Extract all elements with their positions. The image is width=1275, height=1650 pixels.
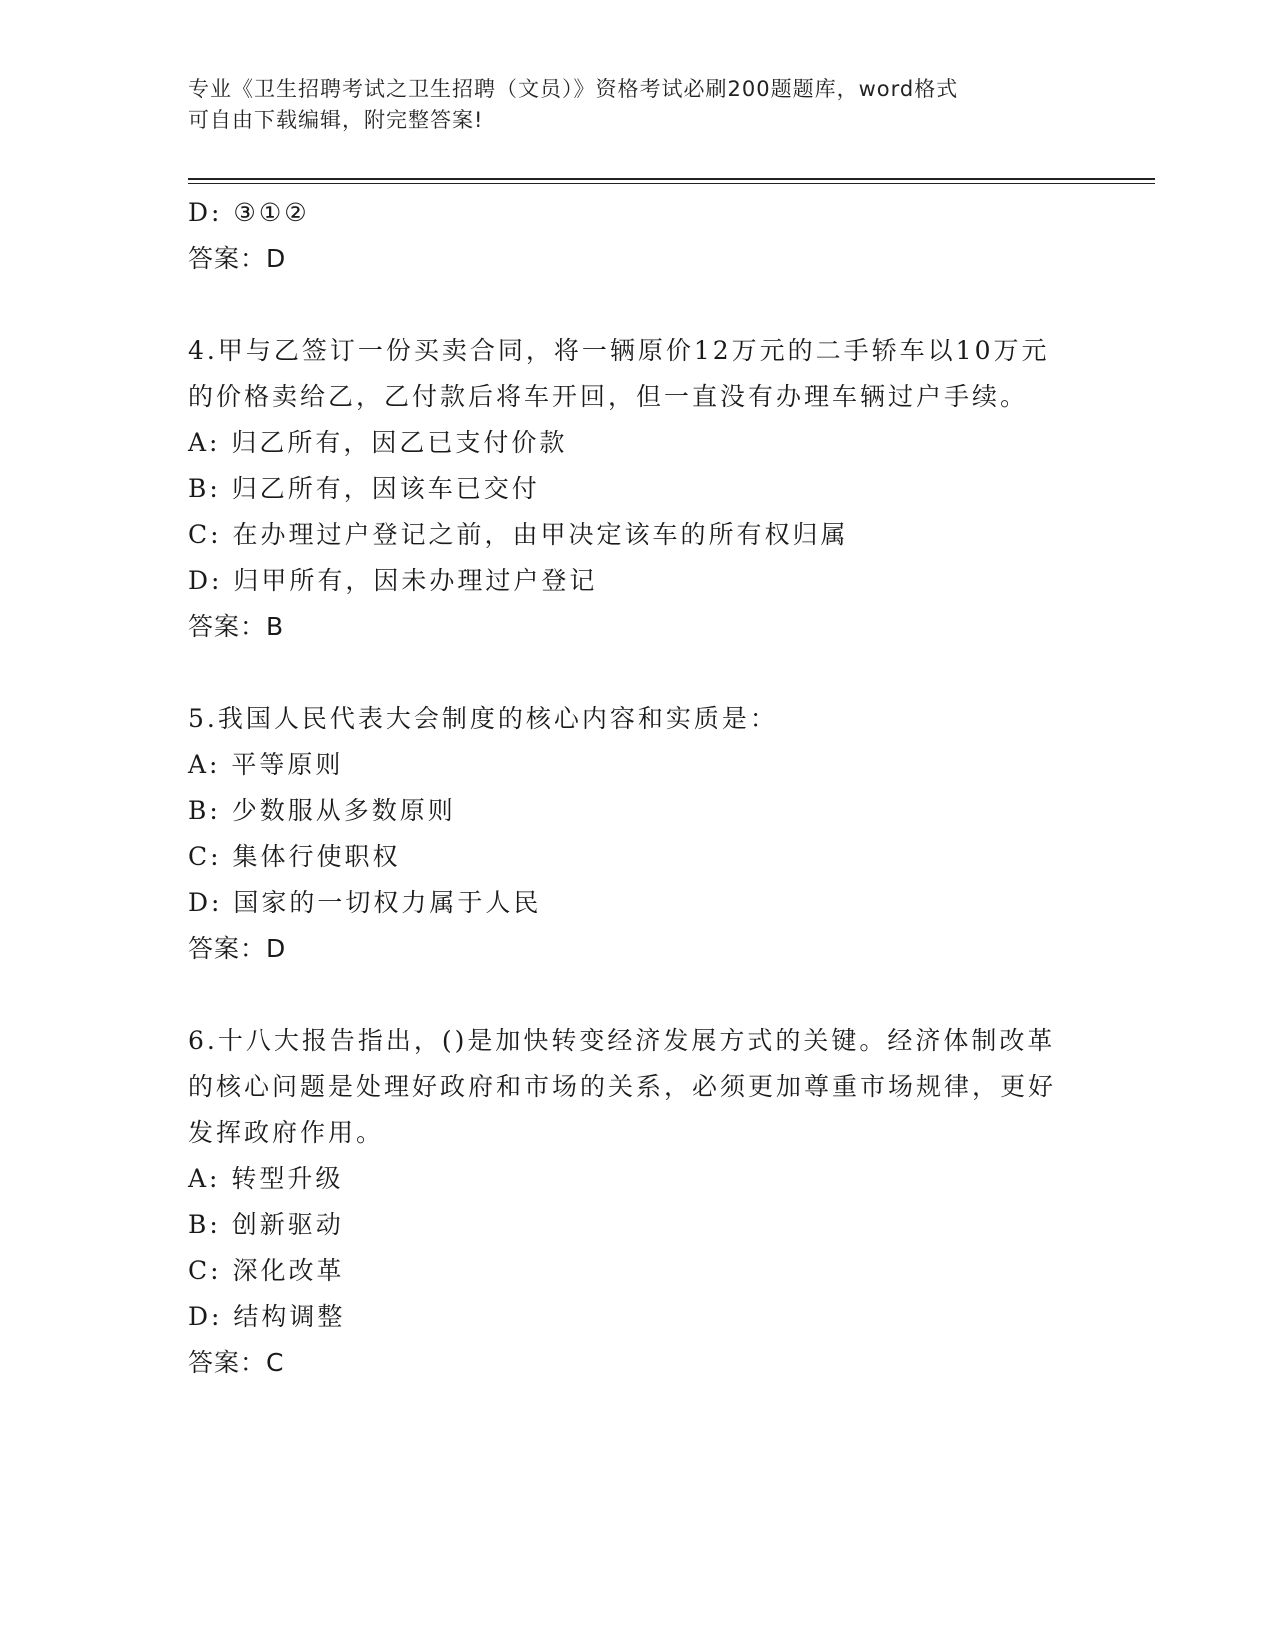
option-b: B: 归乙所有，因该车已交付 (188, 474, 540, 503)
option-a: A: 平等原则 (188, 750, 344, 779)
header-line-1: 专业《卫生招聘考试之卫生招聘（文员）》资格考试必刷200题题库，word格式 (188, 77, 959, 101)
option-d: D: 国家的一切权力属于人民 (188, 888, 542, 917)
option-c: C: 在办理过户登记之前，由甲决定该车的所有权归属 (188, 520, 849, 549)
option-c: C: 集体行使职权 (188, 842, 401, 871)
answer-line: 答案：D (188, 244, 287, 273)
header-line-2: 可自由下载编辑，附完整答案! (188, 108, 484, 132)
option-d: D: 归甲所有，因未办理过户登记 (188, 566, 598, 595)
header-rule-thick (188, 178, 1155, 180)
option-c: C: 深化改革 (188, 1256, 345, 1285)
answer-line: 答案：D (188, 934, 287, 963)
option-d: D: ③①② (188, 198, 310, 227)
option-b: B: 创新驱动 (188, 1210, 344, 1239)
question-block (188, 328, 1068, 650)
document-header (188, 74, 1068, 136)
question-block (188, 696, 1068, 972)
answer-line: 答案：C (188, 1348, 285, 1377)
question-block (188, 1018, 1068, 1386)
header-rule-thin (188, 183, 1155, 184)
option-a: A: 归乙所有，因乙已支付价款 (188, 428, 568, 457)
carryover-question (188, 190, 1068, 282)
option-a: A: 转型升级 (188, 1164, 344, 1193)
question-content (188, 190, 1068, 1386)
question-stem: 5.我国人民代表大会制度的核心内容和实质是： (188, 704, 778, 733)
option-d: D: 结构调整 (188, 1302, 346, 1331)
question-stem: 6.十八大报告指出，()是加快转变经济发展方式的关键。经济体制改革的核心问题是处理好政府和市场的关系，必须更加尊重市场规律，更好发挥政府作用。 (188, 1026, 1057, 1147)
option-b: B: 少数服从多数原则 (188, 796, 456, 825)
question-stem: 4.甲与乙签订一份买卖合同，将一辆原价12万元的二手轿车以10万元的价格卖给乙，乙付款后将车开回，但一直没有办理车辆过户手续。 (188, 336, 1050, 411)
answer-line: 答案：B (188, 612, 285, 641)
